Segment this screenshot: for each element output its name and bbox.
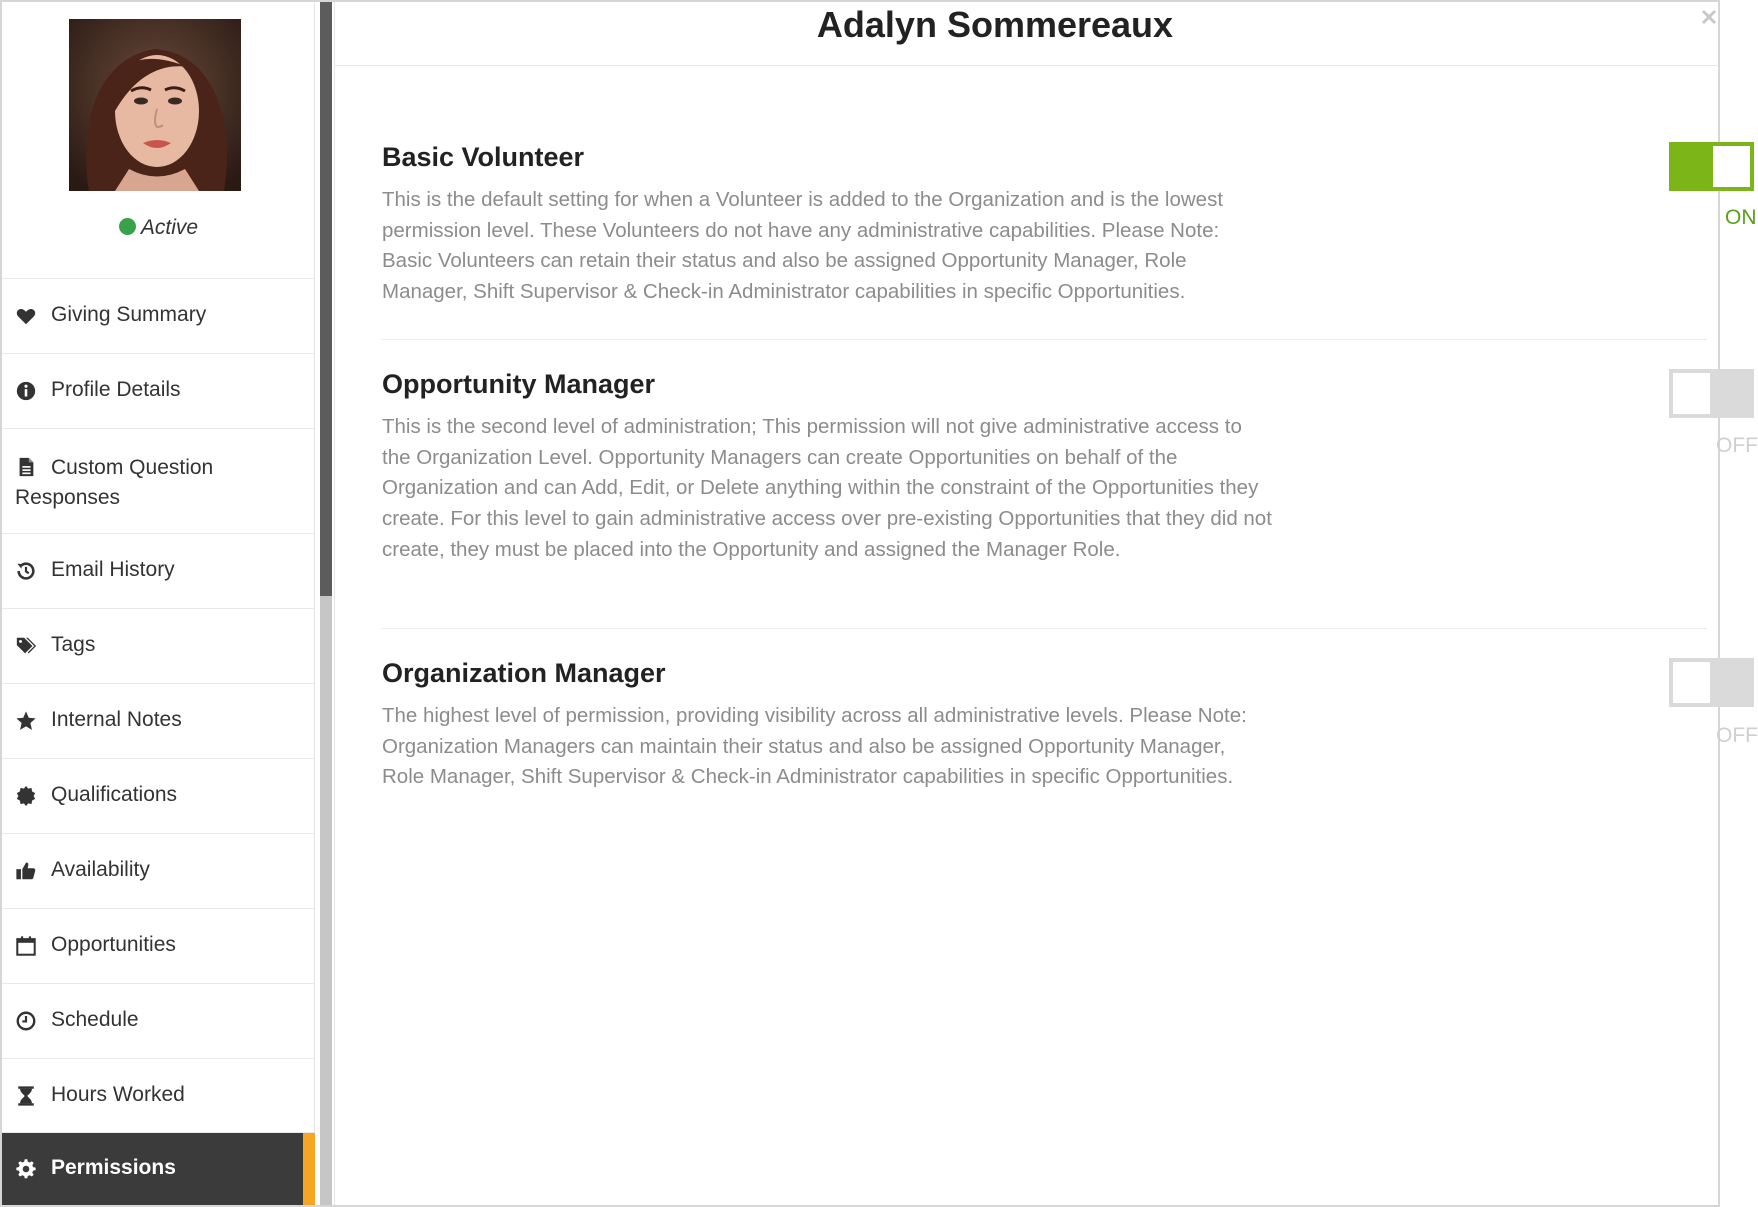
permission-title: Opportunity Manager: [382, 369, 656, 399]
status-label: Active: [140, 216, 199, 239]
badge-icon: [14, 784, 38, 808]
calendar-icon: [14, 934, 38, 958]
active-accent-bar: [303, 1133, 315, 1205]
sidebar-item-label: Availability: [51, 858, 150, 881]
sidebar-item-permissions[interactable]: [2, 1132, 315, 1205]
sidebar-nav: [2, 278, 315, 1205]
sidebar-item-label: Internal Notes: [51, 708, 182, 731]
star-icon: [14, 709, 38, 733]
permission-description: This is the default setting for when a Volunteer is added to the Organization and is the lowest permission level. These Volunteers do not have any administrative capabilities. Please Note: Basic Volunteers can retain their status and also be assigned Opportunity Manager, Role Manager, Shift Supervisor & Check-in Administrator capabilities in specific Opportunities.: [382, 188, 1224, 304]
hourglass-icon: [14, 1084, 38, 1108]
sidebar-item-label: Custom Question Responses: [15, 456, 214, 509]
sidebar-item-label: Permissions: [51, 1156, 176, 1179]
permission-title: Basic Volunteer: [382, 142, 585, 172]
page-title: Adalyn Sommereaux: [816, 4, 1174, 45]
toggle-knob: [1713, 146, 1750, 187]
sidebar-item-internal-notes[interactable]: [2, 683, 315, 758]
permission-toggle[interactable]: [1669, 369, 1754, 418]
sidebar-item-label: Hours Worked: [51, 1083, 185, 1106]
status-dot-icon: [119, 218, 136, 235]
sidebar-item-qualifications[interactable]: [2, 758, 315, 833]
sidebar-item-label: Opportunities: [51, 933, 176, 956]
sidebar-item-tags[interactable]: [2, 608, 315, 683]
permission-description: This is the second level of administration; This permission will not give administrative access to the Organization Level. Opportunity Managers can create Opportunities on behalf of the Organization and can Add, Edit, or Delete anything within the constraint of the Opportunities they create. For this level to gain administrative access over pre-existing Opportunities that they did not create, they must be placed into the Opportunity and assigned the Manager Role.: [382, 415, 1272, 561]
permission-toggle[interactable]: [1669, 658, 1754, 707]
sidebar-item-label: Giving Summary: [51, 303, 207, 326]
divider: [382, 339, 1707, 340]
sidebar-item-custom-question-responses[interactable]: [2, 428, 315, 533]
sidebar-item-opportunities[interactable]: [2, 908, 315, 983]
sidebar-item-label: Schedule: [51, 1008, 139, 1031]
clock-icon: [14, 1009, 38, 1033]
toggle-knob: [1673, 662, 1710, 703]
sidebar-item-label: Tags: [51, 633, 96, 656]
toggle-state-label: OFF: [1716, 724, 1758, 747]
sidebar-item-availability[interactable]: [2, 833, 315, 908]
sidebar-item-label: Qualifications: [51, 783, 178, 806]
info-icon: [14, 379, 38, 403]
gear-icon: [14, 1157, 38, 1181]
sidebar-item-label: Profile Details: [51, 378, 181, 401]
main-panel: [334, 2, 1758, 1205]
sidebar-item-profile-details[interactable]: [2, 353, 315, 428]
permission-organization-manager: [382, 658, 1758, 789]
toggle-state-label: OFF: [1716, 434, 1758, 457]
sidebar-item-giving-summary[interactable]: [2, 278, 315, 353]
tags-icon: [14, 634, 38, 658]
sidebar-item-email-history[interactable]: [2, 533, 315, 608]
history-icon: [14, 559, 38, 583]
sidebar-item-schedule[interactable]: [2, 983, 315, 1058]
status-indicator: [2, 216, 315, 240]
sidebar-item-hours-worked[interactable]: [2, 1058, 315, 1132]
sidebar-scrollbar-thumb[interactable]: [320, 2, 332, 596]
divider: [382, 628, 1707, 629]
permission-description: The highest level of permission, providing visibility across all administrative levels. Please Note: Organization Managers can maintain their status and also be assigned Opportunity Manager, Role Manager, Shift Supervisor & Check-in Administrator capabilities in specific Opportunities.: [382, 704, 1247, 789]
header: [335, 2, 1719, 66]
permission-toggle[interactable]: [1669, 142, 1754, 191]
close-icon[interactable]: [1699, 2, 1719, 34]
avatar: [69, 19, 241, 191]
toggle-knob: [1673, 373, 1710, 414]
thumbs-up-icon: [14, 859, 38, 883]
sidebar-item-label: Email History: [51, 558, 175, 581]
permission-basic-volunteer: [382, 142, 1757, 304]
permission-title: Organization Manager: [382, 658, 666, 688]
sidebar: [2, 2, 315, 1203]
heart-icon: [14, 304, 38, 328]
permission-opportunity-manager: [382, 369, 1758, 561]
toggle-state-label: ON: [1725, 206, 1757, 229]
